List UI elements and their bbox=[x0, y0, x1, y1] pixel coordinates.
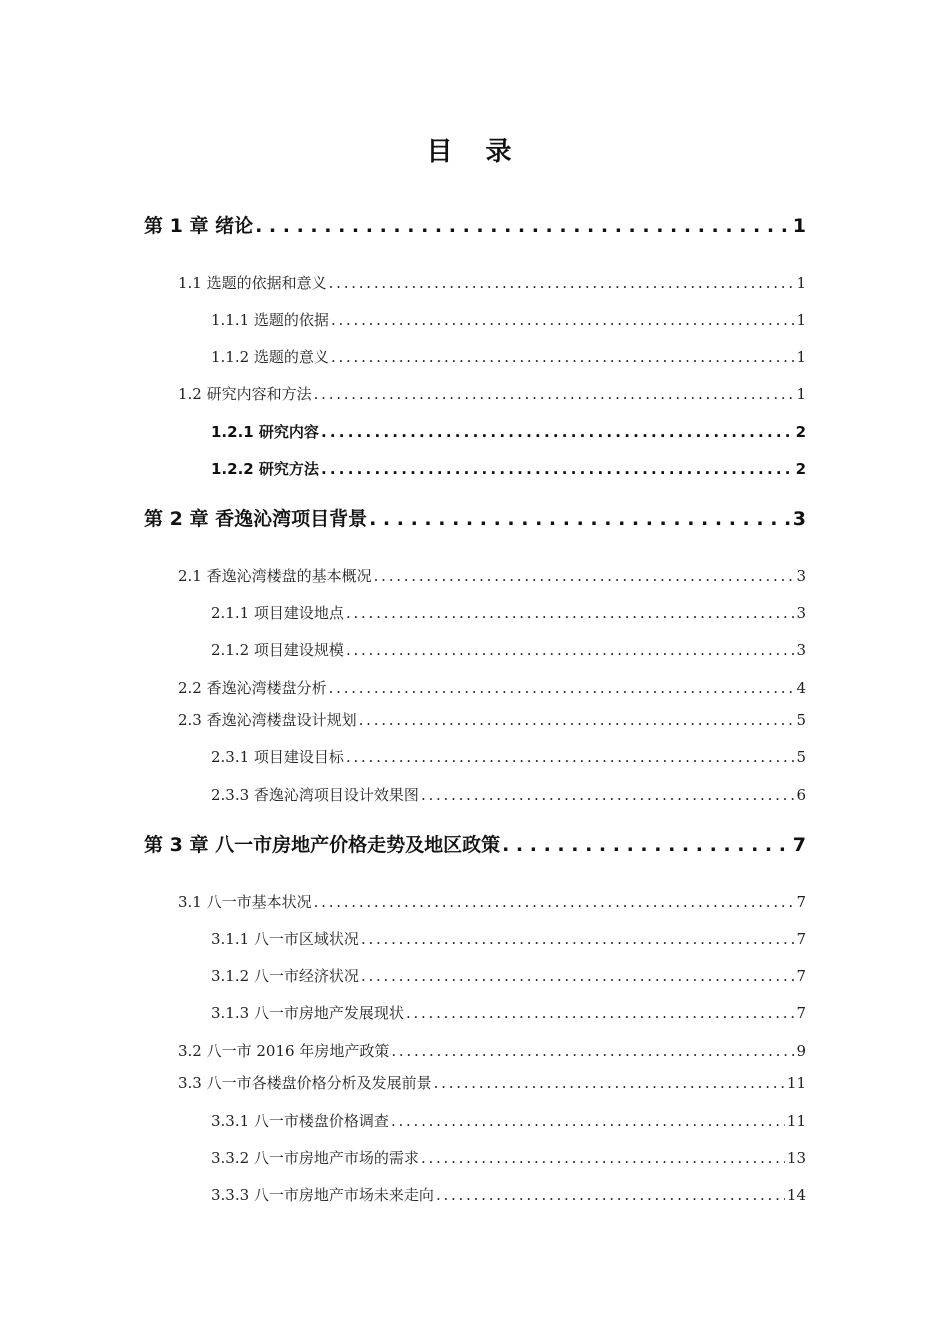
toc-entry-label: 第 1 章 绪论 bbox=[144, 215, 254, 237]
toc-chapter-1[interactable] bbox=[144, 211, 806, 241]
toc-subsection-1-1-1[interactable] bbox=[211, 308, 806, 332]
toc-entry-page: 7 bbox=[792, 834, 806, 856]
toc-entry-page: 3 bbox=[796, 604, 806, 622]
toc-entry-page: 6 bbox=[796, 786, 806, 804]
toc-subsection-3-3-1[interactable] bbox=[211, 1109, 806, 1133]
toc-entry-label: 1.1.1 选题的依据 bbox=[211, 311, 329, 329]
page-title: 目 录 bbox=[426, 137, 524, 167]
toc-entry-label: 第 2 章 香逸沁湾项目背景 bbox=[144, 508, 368, 530]
toc-entry-page: 2 bbox=[795, 460, 806, 478]
toc-section-2-3[interactable] bbox=[178, 708, 806, 732]
toc-section-3-2[interactable] bbox=[178, 1039, 806, 1063]
toc-entry-label: 3.3 八一市各楼盘价格分析及发展前景 bbox=[178, 1074, 432, 1092]
toc-subsection-3-1-2[interactable] bbox=[211, 964, 806, 988]
toc-entry-label: 1.2 研究内容和方法 bbox=[178, 385, 312, 403]
toc-subsection-3-3-3[interactable] bbox=[211, 1183, 806, 1207]
toc-entry-page: 3 bbox=[792, 508, 806, 530]
toc-entry-page: 7 bbox=[796, 1004, 806, 1022]
toc-entry-page: 7 bbox=[796, 930, 806, 948]
toc-entry-page: 1 bbox=[796, 274, 806, 292]
toc-entry-page: 11 bbox=[786, 1074, 806, 1092]
toc-entry-page: 1 bbox=[792, 215, 806, 237]
toc-entry-page: 1 bbox=[796, 311, 806, 329]
toc-entry-label: 3.3.1 八一市楼盘价格调查 bbox=[211, 1112, 389, 1130]
toc-section-3-1[interactable] bbox=[178, 890, 806, 914]
toc-entry-page: 4 bbox=[796, 679, 806, 697]
toc-subsection-1-2-1[interactable] bbox=[211, 420, 806, 444]
toc-entry-label: 2.1.1 项目建设地点 bbox=[211, 604, 344, 622]
toc-entry-page: 7 bbox=[796, 967, 806, 985]
toc-entry-label: 2.2 香逸沁湾楼盘分析 bbox=[178, 679, 327, 697]
toc-section-2-1[interactable] bbox=[178, 564, 806, 588]
toc-entry-page: 1 bbox=[796, 385, 806, 403]
toc-entry-label: 1.1.2 选题的意义 bbox=[211, 348, 329, 366]
toc-subsection-2-1-1[interactable] bbox=[211, 601, 806, 625]
toc-chapter-2[interactable] bbox=[144, 504, 806, 534]
toc-entry-label: 3.2 八一市 2016 年房地产政策 bbox=[178, 1042, 390, 1060]
toc-entry-page: 3 bbox=[796, 567, 806, 585]
toc-entry-page: 11 bbox=[786, 1112, 806, 1130]
toc-subsection-1-2-2[interactable] bbox=[211, 457, 806, 481]
toc-subsection-2-3-3[interactable] bbox=[211, 783, 806, 807]
toc-chapter-3[interactable] bbox=[144, 830, 806, 860]
toc-entry-page: 13 bbox=[786, 1149, 806, 1167]
toc-subsection-1-1-2[interactable] bbox=[211, 345, 806, 369]
toc-entry-page: 1 bbox=[796, 348, 806, 366]
toc-entry-page: 7 bbox=[796, 893, 806, 911]
toc-entry-label: 1.2.1 研究内容 bbox=[211, 423, 319, 441]
toc-entry-page: 5 bbox=[796, 711, 806, 729]
toc-subsection-3-3-2[interactable] bbox=[211, 1146, 806, 1170]
toc-subsection-3-1-3[interactable] bbox=[211, 1001, 806, 1025]
toc-entry-label: 2.3 香逸沁湾楼盘设计规划 bbox=[178, 711, 357, 729]
toc-subsection-3-1-1[interactable] bbox=[211, 927, 806, 951]
toc-entry-label: 3.3.2 八一市房地产市场的需求 bbox=[211, 1149, 419, 1167]
toc-entry-label: 1.1 选题的依据和意义 bbox=[178, 274, 327, 292]
toc-entry-label: 3.3.3 八一市房地产市场未来走向 bbox=[211, 1186, 434, 1204]
toc-entry-label: 3.1.1 八一市区域状况 bbox=[211, 930, 359, 948]
toc-entry-label: 1.2.2 研究方法 bbox=[211, 460, 319, 478]
toc-entry-label: 2.1.2 项目建设规模 bbox=[211, 641, 344, 659]
toc-entry-label: 3.1 八一市基本状况 bbox=[178, 893, 312, 911]
toc-entry-label: 3.1.3 八一市房地产发展现状 bbox=[211, 1004, 404, 1022]
toc-section-3-3[interactable] bbox=[178, 1071, 806, 1095]
toc-entry-label: 2.3.1 项目建设目标 bbox=[211, 748, 344, 766]
toc-section-2-2[interactable] bbox=[178, 676, 806, 700]
toc-entry-page: 2 bbox=[795, 423, 806, 441]
toc-entry-label: 第 3 章 八一市房地产价格走势及地区政策 bbox=[144, 834, 501, 856]
toc-subsection-2-1-2[interactable] bbox=[211, 638, 806, 662]
toc-subsection-2-3-1[interactable] bbox=[211, 745, 806, 769]
toc-entry-label: 2.3.3 香逸沁湾项目设计效果图 bbox=[211, 786, 419, 804]
toc-entry-label: 3.1.2 八一市经济状况 bbox=[211, 967, 359, 985]
toc-entry-page: 14 bbox=[786, 1186, 806, 1204]
toc-section-1-2[interactable] bbox=[178, 382, 806, 406]
toc-entry-page: 5 bbox=[796, 748, 806, 766]
toc-entry-page: 9 bbox=[796, 1042, 806, 1060]
toc-entry-page: 3 bbox=[796, 641, 806, 659]
toc-section-1-1[interactable] bbox=[178, 271, 806, 295]
toc-entry-label: 2.1 香逸沁湾楼盘的基本概况 bbox=[178, 567, 372, 585]
